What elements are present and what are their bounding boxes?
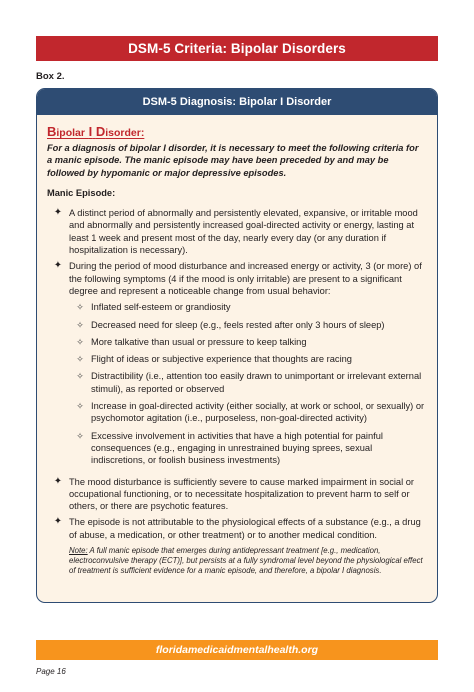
symptom-text: Excessive involvement in activities that have a high potential for painful consequences (e.g., engaging in unrestrained buying sprees, sexual indiscretions, or foolish business investments): [91, 430, 383, 466]
symptom-text: Decreased need for sleep (e.g., feels rested after only 3 hours of sleep): [91, 319, 385, 330]
intro-paragraph: For a diagnosis of bipolar I disorder, it is necessary to meet the following criteria for a manic episode. The manic episode may have been preceded by and may be followed by hypomanic or major depressive episodes.: [47, 143, 419, 178]
criteria-panel: [36, 88, 438, 603]
section-heading: [47, 124, 425, 141]
criterion-text: A distinct period of abnormally and persistently elevated, expansive, or irritable mood and abnormally and persistently increased goal-directed activity or energy, lasting at least 1 week and present most of the day, nearly every day (or any duration if hospitalization is necessary).: [69, 208, 418, 256]
symptom-item: [69, 430, 425, 467]
symptom-item: [69, 319, 425, 331]
criterion-text: During the period of mood disturbance and increased energy or activity, 3 (or more) of the following symptoms (4 if the mood is only irritable) are present to a significant degree and represent a noticeable change from usual behavior:: [69, 261, 422, 296]
criterion-text: The episode is not attributable to the physiological effects of a substance (e.g., a drug of abuse, a medication, or other treatment) or to another medical condition.: [69, 517, 421, 540]
outline-star-bullet-icon: ✧: [76, 319, 84, 330]
criterion-text: The mood disturbance is sufficiently severe to cause marked impairment in social or occupational functioning, or to necessitate hospitalization to prevent harm to self or others, or there are psychotic features.: [69, 476, 415, 512]
footnote: [69, 546, 425, 576]
symptom-text: Inflated self-esteem or grandiosity: [91, 302, 231, 313]
page-number: Page 16: [36, 667, 66, 676]
symptom-item: [69, 301, 425, 313]
heading-rest-ipolar: ipolar: [56, 127, 85, 139]
symptom-text: More talkative than usual or pressure to keep talking: [91, 336, 307, 347]
panel-body: [37, 115, 437, 576]
note-text: A full manic episode that emerges during antidepressant treatment [e.g., medication, electroconvulsive therapy (ECT)], but persists at a fully syndromal level beyond the physiological effect of treatment is sufficient evidence for a manic episode, and therefore, a bipolar I diagnosis.: [69, 546, 423, 576]
outline-star-bullet-icon: ✧: [76, 336, 84, 347]
heading-cap-i: I: [88, 124, 93, 139]
criterion-item: [47, 260, 425, 471]
page-title-banner: [36, 36, 438, 61]
box-label: Box 2.: [36, 71, 65, 82]
star-bullet-icon: ✦: [53, 516, 63, 528]
symptom-text: Distractibility (i.e., attention too easily drawn to unimportant or irrelevant external stimuli), as reported or observed: [91, 371, 422, 394]
symptom-item: [69, 400, 425, 425]
criterion-item: [47, 516, 425, 541]
symptom-text: Increase in goal-directed activity (either socially, at work or school, or sexually) or psychomotor agitation (i.e., purposeless, non-goal-directed activity): [91, 401, 425, 424]
panel-header: [37, 89, 437, 115]
star-bullet-icon: ✦: [53, 207, 63, 219]
symptom-item: [69, 353, 425, 365]
outline-star-bullet-icon: ✧: [76, 354, 84, 365]
symptom-item: [69, 370, 425, 395]
outline-star-bullet-icon: ✧: [76, 430, 84, 441]
website-banner: [36, 640, 438, 660]
outline-star-bullet-icon: ✧: [76, 371, 84, 382]
star-bullet-icon: ✦: [53, 475, 63, 487]
manic-episode-heading: Manic Episode:: [47, 187, 116, 198]
note-label: Note:: [69, 546, 88, 556]
star-bullet-icon: ✦: [53, 260, 63, 272]
heading-rest-isorder: isorder:: [105, 127, 145, 139]
criterion-item: [47, 207, 425, 256]
outline-star-bullet-icon: ✧: [76, 401, 84, 412]
heading-cap-b: B: [47, 124, 57, 139]
outline-star-bullet-icon: ✧: [76, 302, 84, 313]
heading-cap-d: D: [95, 124, 106, 139]
website-link[interactable]: floridamedicaidmentalhealth.org: [155, 644, 319, 656]
panel-header-title: DSM-5 Diagnosis: Bipolar I Disorder: [142, 96, 332, 108]
symptom-text: Flight of ideas or subjective experience that thoughts are racing: [91, 354, 352, 365]
symptom-item: [69, 336, 425, 348]
criterion-item: [47, 476, 425, 513]
page-title: DSM-5 Criteria: Bipolar Disorders: [128, 41, 346, 56]
